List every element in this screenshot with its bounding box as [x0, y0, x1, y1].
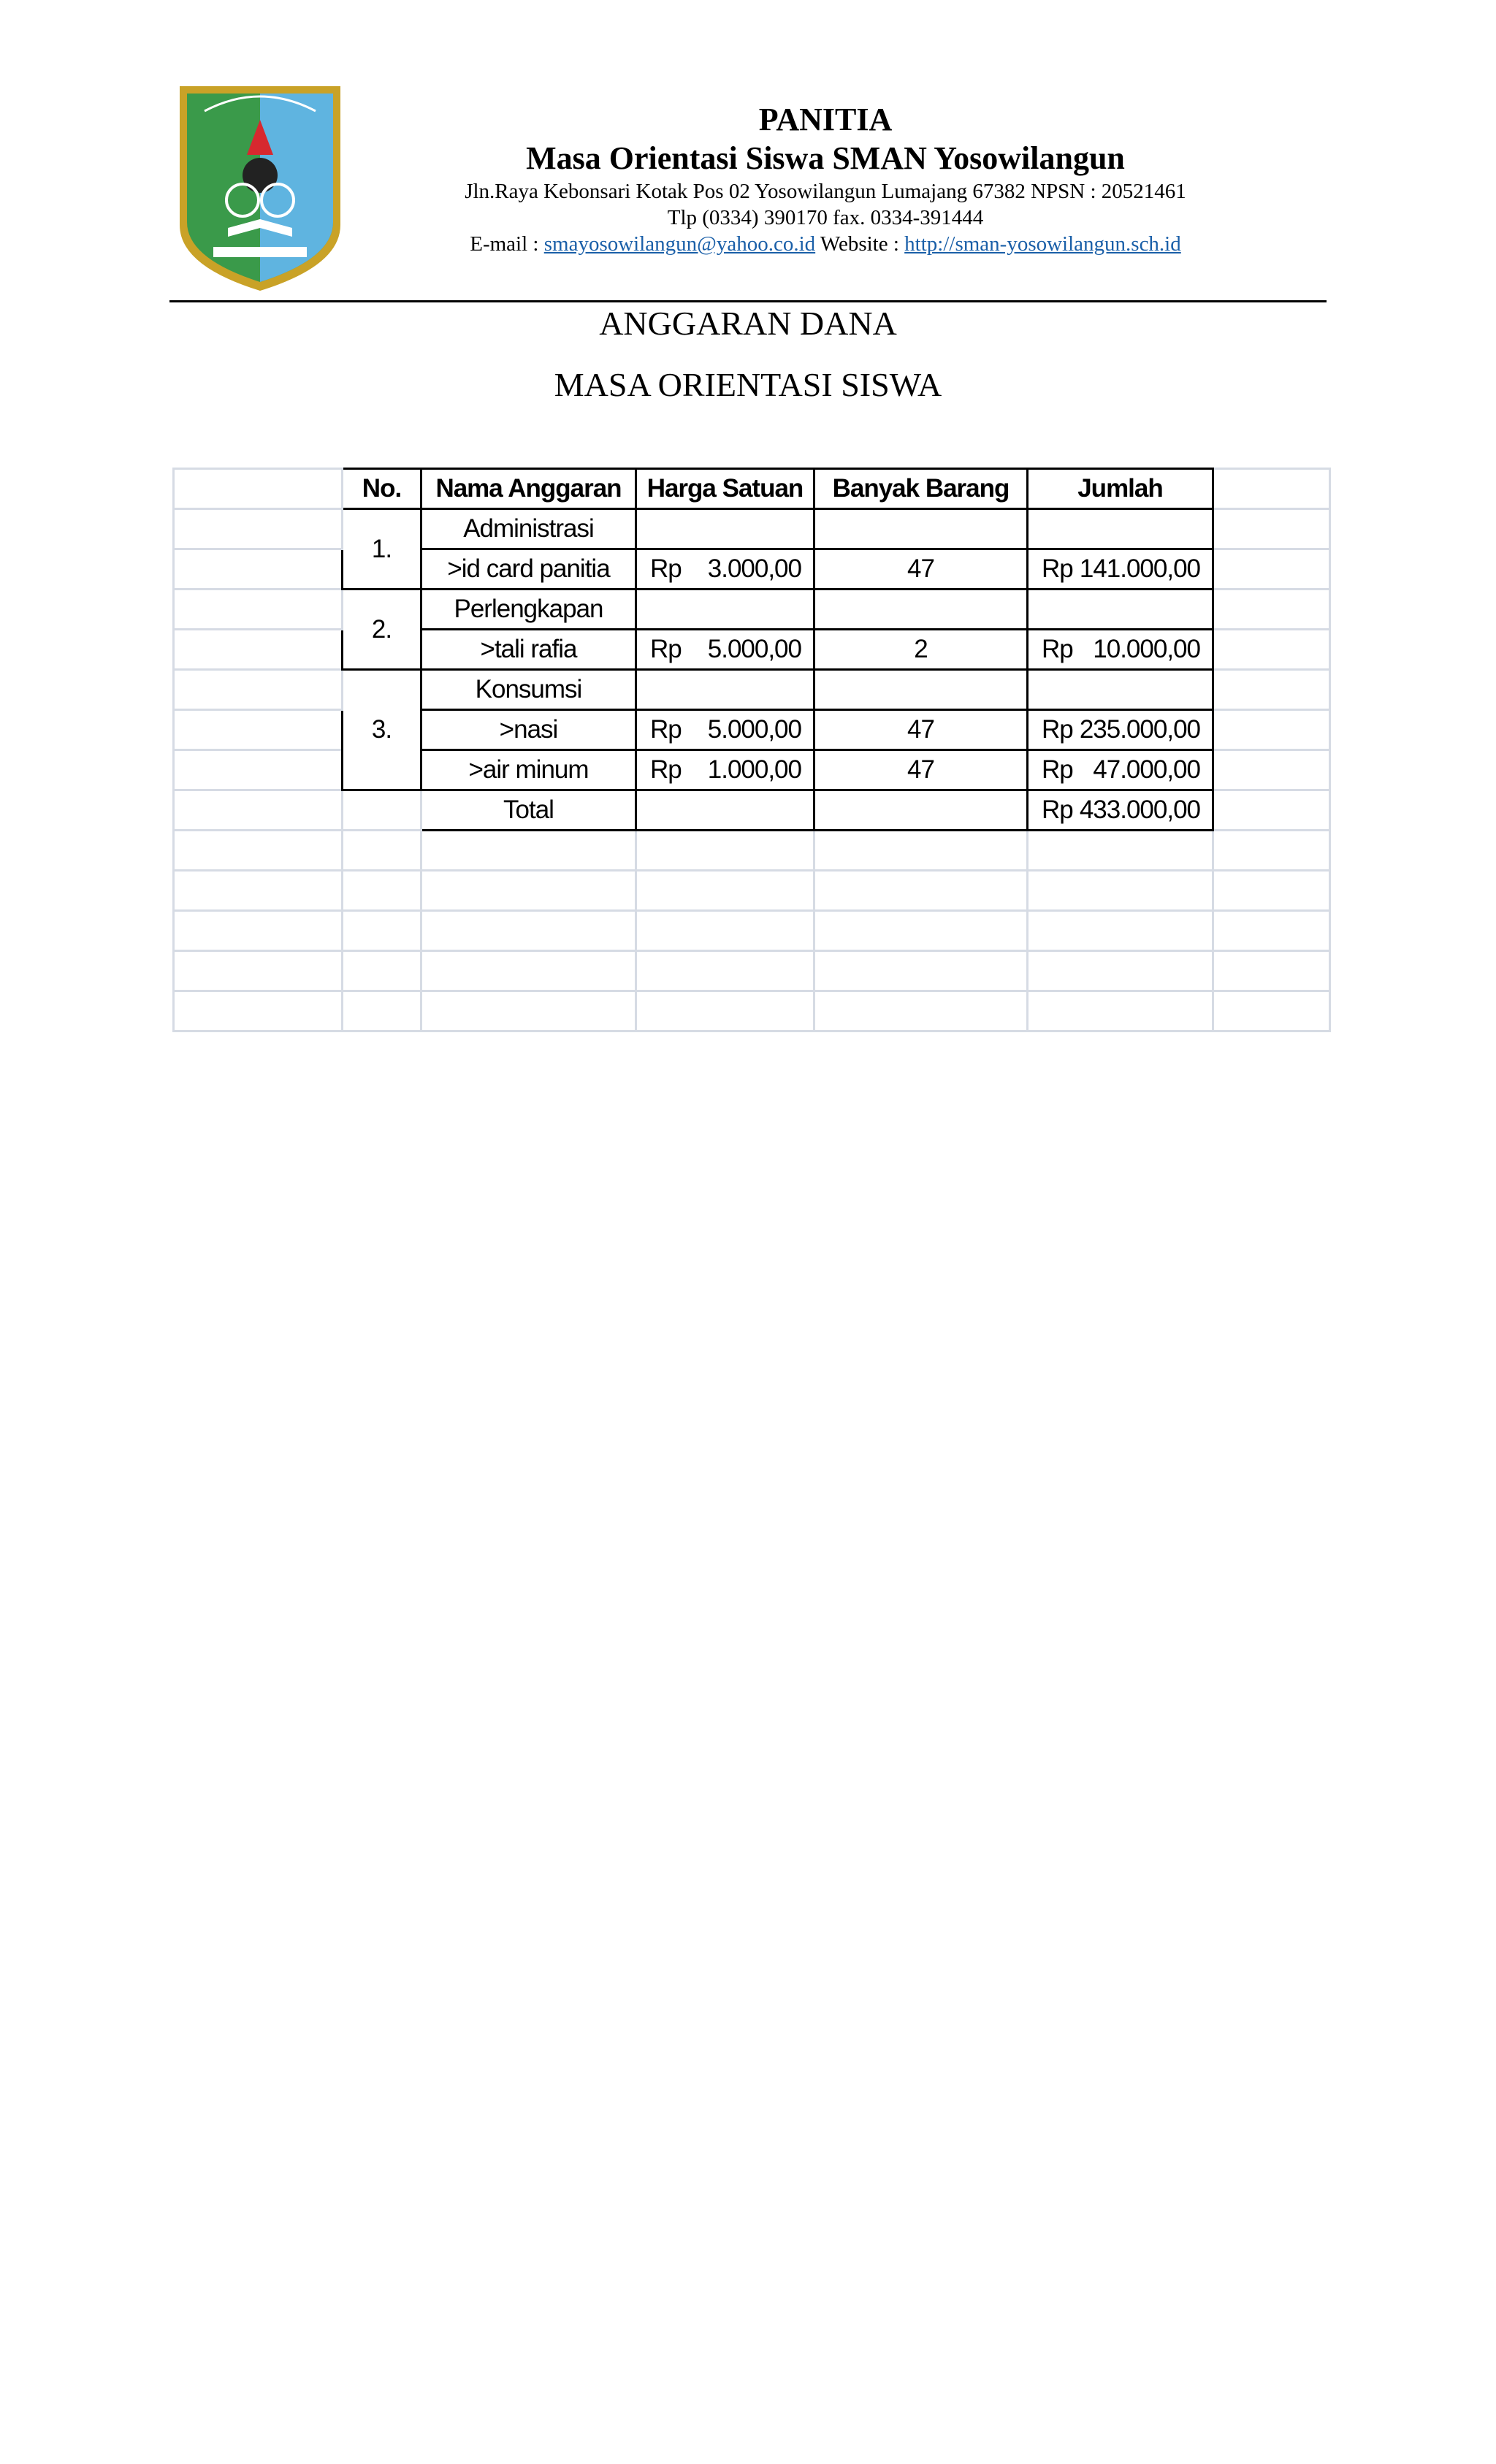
quantity: 47	[814, 750, 1028, 790]
school-logo	[175, 82, 345, 295]
unit-price: Rp 1.000,00	[650, 755, 801, 784]
empty-row	[174, 871, 1330, 911]
grand-total: Rp 433.000,00	[1042, 796, 1200, 824]
unit-price: Rp 5.000,00	[650, 635, 801, 663]
header-divider	[169, 300, 1327, 302]
header-no: No.	[343, 469, 421, 509]
table-header-row	[174, 469, 1330, 509]
table-row	[174, 509, 1330, 549]
header-price: Harga Satuan	[636, 469, 814, 509]
category-name: Konsumsi	[421, 670, 636, 710]
empty-row	[174, 831, 1330, 871]
row-number: 3.	[343, 670, 421, 790]
quantity: 47	[814, 549, 1028, 590]
category-name: Perlengkapan	[421, 590, 636, 630]
header-qty: Banyak Barang	[814, 469, 1028, 509]
budget-table	[172, 468, 1331, 1032]
document-subtitle: MASA ORIENTASI SISWA	[554, 366, 942, 403]
unit-price: Rp 3.000,00	[650, 554, 801, 583]
phone-line: Tlp (0334) 390170 fax. 0334-391444	[667, 206, 984, 229]
email-link[interactable]: smayosowilangun@yahoo.co.id	[543, 232, 816, 256]
quantity: 47	[814, 710, 1028, 750]
item-name: >tali rafia	[421, 630, 636, 670]
item-name: >air minum	[421, 750, 636, 790]
item-name: >id card panitia	[421, 549, 636, 590]
empty-row	[174, 911, 1330, 951]
unit-price: Rp 5.000,00	[650, 715, 801, 744]
table-row	[174, 670, 1330, 710]
website-label: Website :	[820, 232, 899, 256]
line-total: Rp 235.000,00	[1042, 715, 1200, 744]
header-name: Nama Anggaran	[421, 469, 636, 509]
address-line: Jln.Raya Kebonsari Kotak Pos 02 Yosowilangun Lumajang 67382 NPSN : 20521461	[465, 180, 1186, 203]
document-title: ANGGARAN DANA	[599, 305, 897, 342]
contact-line	[409, 231, 1242, 257]
line-total: Rp 141.000,00	[1042, 554, 1200, 583]
letterhead	[409, 101, 1242, 257]
line-total: Rp 10.000,00	[1042, 635, 1200, 663]
category-name: Administrasi	[421, 509, 636, 549]
total-row	[174, 790, 1330, 831]
committee-title: PANITIA	[758, 102, 893, 137]
row-number: 2.	[343, 590, 421, 670]
empty-row	[174, 951, 1330, 991]
empty-row	[174, 991, 1330, 1031]
table-row	[174, 590, 1330, 630]
line-total: Rp 47.000,00	[1042, 755, 1200, 784]
row-number: 1.	[343, 509, 421, 590]
website-link[interactable]: http://sman-yosowilangun.sch.id	[904, 232, 1181, 256]
committee-subtitle: Masa Orientasi Siswa SMAN Yosowilangun	[526, 140, 1125, 176]
total-label: Total	[421, 790, 636, 831]
quantity: 2	[814, 630, 1028, 670]
item-name: >nasi	[421, 710, 636, 750]
email-label: E-mail :	[470, 232, 539, 256]
header-total: Jumlah	[1028, 469, 1213, 509]
